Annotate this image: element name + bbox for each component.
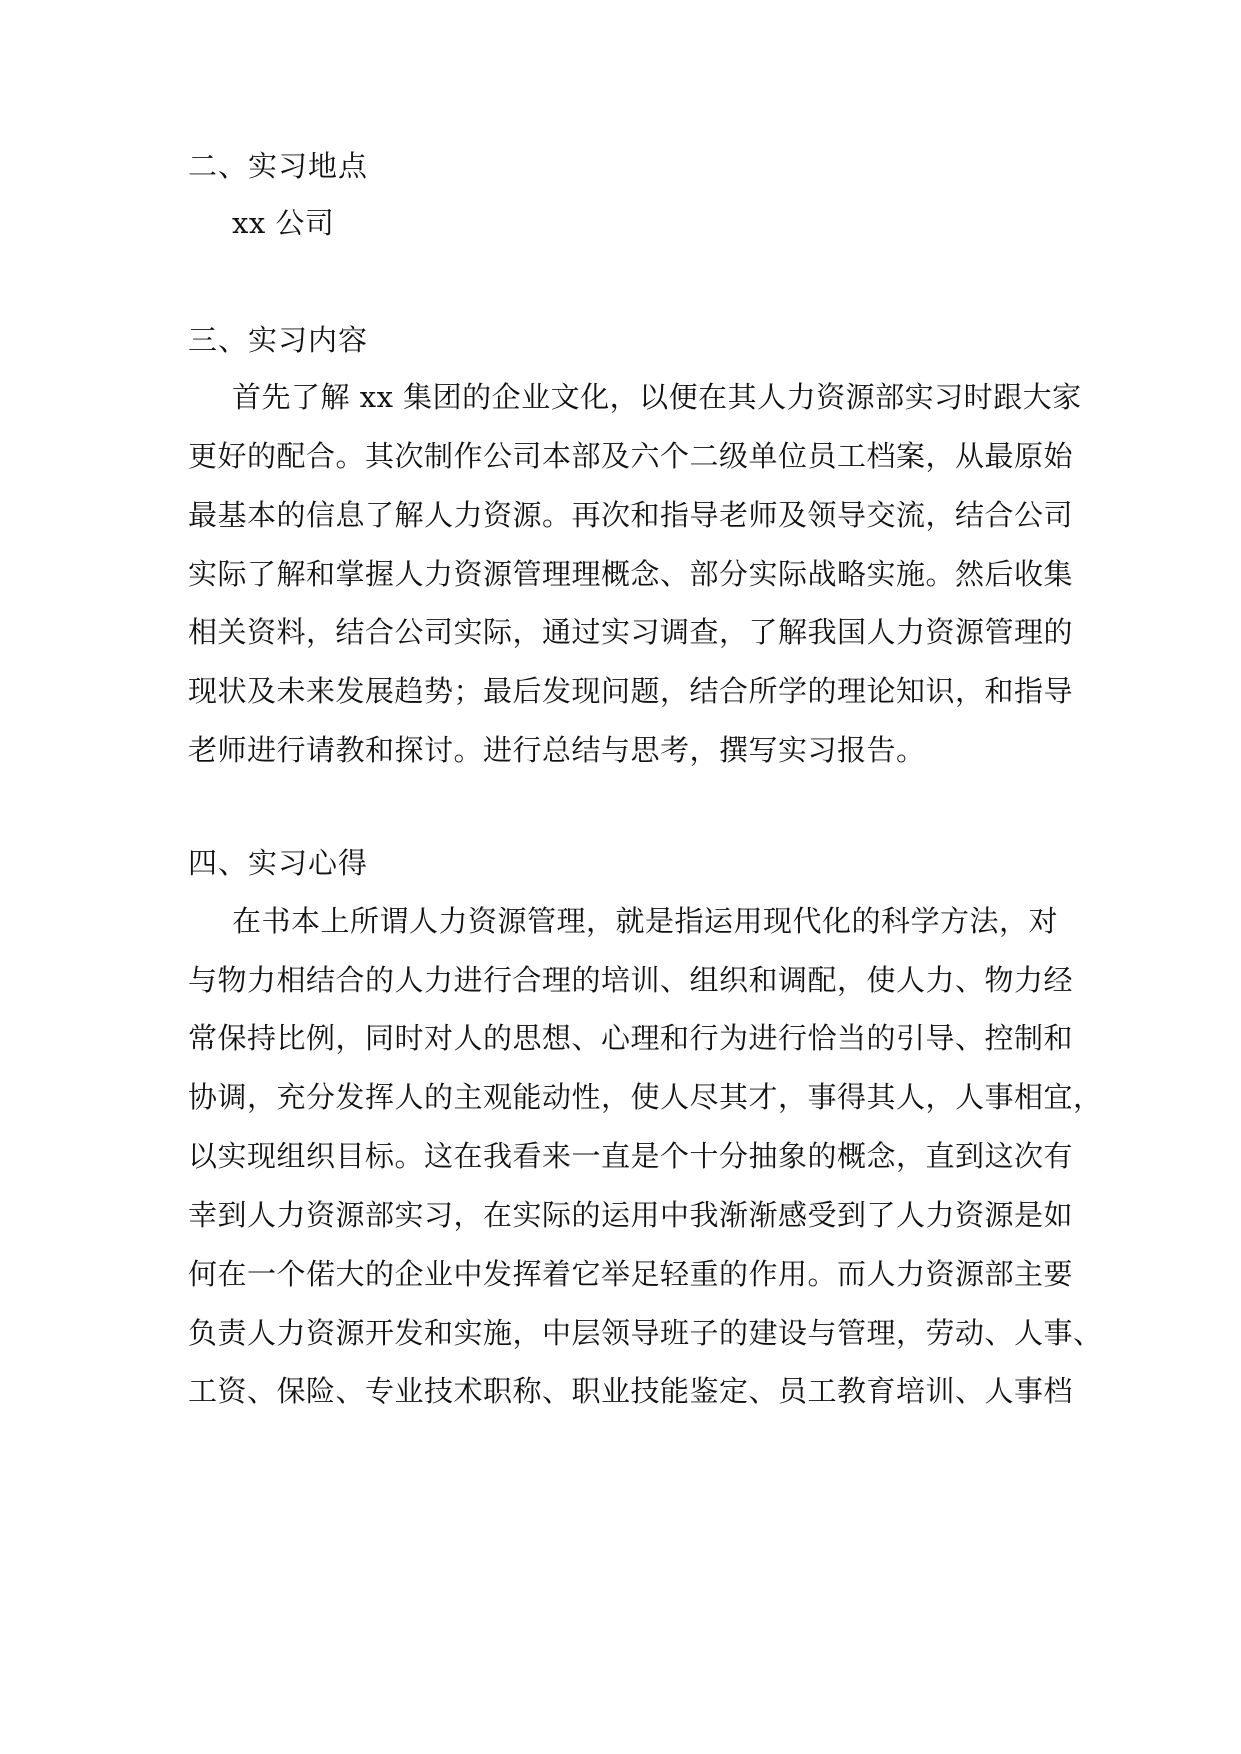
reflection-paragraph-line: 在书本上所谓人力资源管理，就是指运用现代化的科学方法，对: [232, 904, 1059, 938]
reflection-paragraph-line: 与物力相结合的人力进行合理的培训、组织和调配，使人力、物力经: [188, 963, 1074, 997]
section-heading-reflection: 四、实习心得: [188, 846, 369, 880]
content-paragraph-line: 老师进行请教和探讨。进行总结与思考，撰写实习报告。: [188, 733, 926, 767]
location-text: xx 公司: [232, 206, 335, 240]
section-heading-location: 二、实习地点: [188, 149, 369, 183]
section-heading-content: 三、实习内容: [188, 323, 369, 357]
content-paragraph-line: 最基本的信息了解人力资源。再次和指导老师及领导交流，结合公司: [188, 498, 1074, 532]
reflection-paragraph-line: 常保持比例，同时对人的思想、心理和行为进行恰当的引导、控制和: [188, 1021, 1074, 1055]
content-paragraph-line: 首先了解 xx 集团的企业文化，以便在其人力资源部实习时跟大家: [232, 380, 1082, 414]
content-paragraph-line: 更好的配合。其次制作公司本部及六个二级单位员工档案，从最原始: [188, 439, 1074, 473]
reflection-paragraph-line: 协调，充分发挥人的主观能动性，使人尽其才，事得其人，人事相宜，: [188, 1080, 1103, 1114]
content-paragraph-line: 相关资料，结合公司实际，通过实习调查，了解我国人力资源管理的: [188, 615, 1074, 649]
content-paragraph-line: 现状及未来发展趋势；最后发现问题，结合所学的理论知识，和指导: [188, 674, 1074, 708]
reflection-paragraph-line: 幸到人力资源部实习，在实际的运用中我渐渐感受到了人力资源是如: [188, 1198, 1074, 1232]
reflection-paragraph-line: 何在一个偌大的企业中发挥着它举足轻重的作用。而人力资源部主要: [188, 1257, 1074, 1291]
content-paragraph-line: 实际了解和掌握人力资源管理理概念、部分实际战略实施。然后收集: [188, 557, 1074, 591]
reflection-paragraph-line: 工资、保险、专业技术职称、职业技能鉴定、员工教育培训、人事档: [188, 1374, 1074, 1408]
reflection-paragraph-line: 以实现组织目标。这在我看来一直是个十分抽象的概念，直到这次有: [188, 1139, 1074, 1173]
reflection-paragraph-line: 负责人力资源开发和实施，中层领导班子的建设与管理，劳动、人事、: [188, 1316, 1103, 1350]
